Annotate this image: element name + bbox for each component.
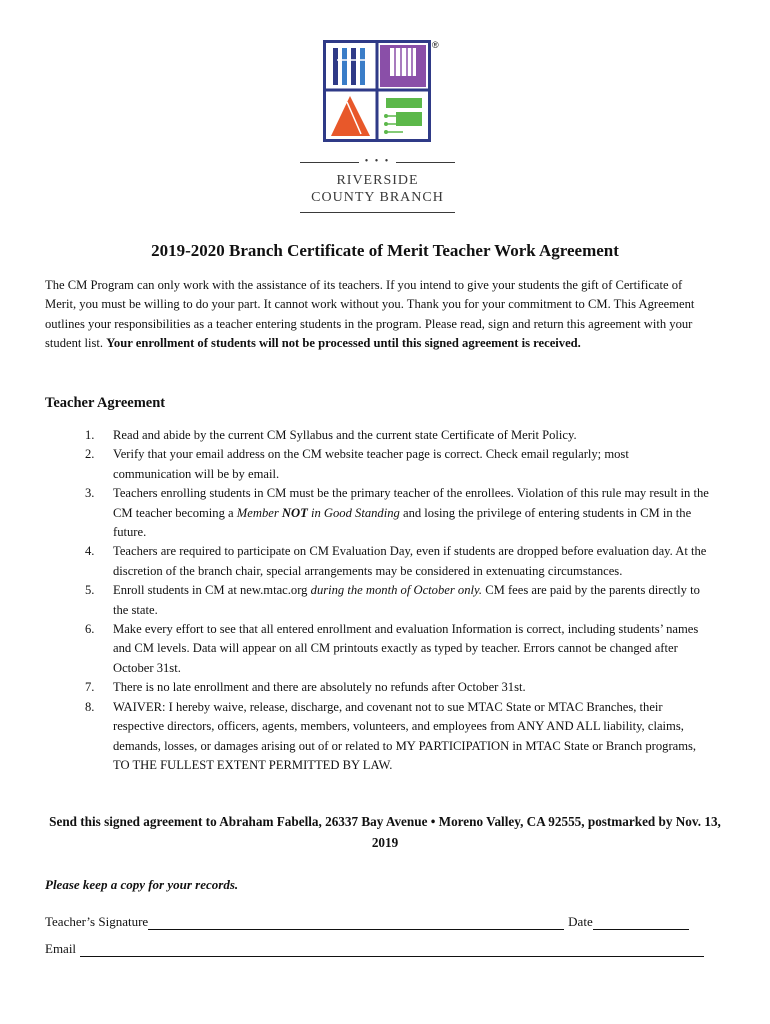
date-label: Date xyxy=(568,914,593,929)
mailing-instructions: Send this signed agreement to Abraham Fabella, 26337 Bay Avenue • Moreno Valley, CA 92555, postmarked by Nov. 13, 2019 xyxy=(49,814,721,850)
list-item: 6. Make every effort to see that all entered enrollment and evaluation Information is correct, including students’ names and CM levels. Data will appear on all CM printouts exactly as typed by teacher. Errors cannot be changed after October 31st. xyxy=(85,622,699,675)
registered-mark: ® xyxy=(432,40,439,50)
list-item: 5. Enroll students in CM at new.mtac.org during the month of October only. CM fees are paid by the parents directly to the state. xyxy=(85,583,700,617)
mtac-logo xyxy=(323,40,431,142)
list-item: 7. There is no late enrollment and there are absolutely no refunds after October 31st. xyxy=(85,680,526,695)
intro-paragraph xyxy=(45,276,715,354)
signature-label: Teacher’s Signature xyxy=(45,914,149,929)
list-item: 4. Teachers are required to participate on CM Evaluation Day, even if students are dropped before evaluation day. At the discretion of the branch chair, special arrangements may be considered in extenuating circumstances. xyxy=(85,544,707,578)
intro-text: The CM Program can only work with the assistance of its teachers. If you intend to give your students the gift of Certificate of Merit, you must be willing to do your part. It cannot work without you. Thank you for your commitment to CM. This Agreement outlines your responsibilities as a teacher entering students in the program. Please read, sign and return this agreement with your student list. xyxy=(45,278,695,351)
agreement-list xyxy=(85,426,710,775)
date-field[interactable] xyxy=(593,915,689,930)
email-row xyxy=(45,941,704,957)
intro-bold-notice: Your enrollment of students will not be processed until this signed agreement is received. xyxy=(106,336,581,351)
signature-field[interactable] xyxy=(148,915,564,930)
branch-line-2: COUNTY BRANCH xyxy=(311,190,444,205)
list-item: 2. Verify that your email address on the CM website teacher page is correct. Check email regularly; most communication will be by email. xyxy=(85,447,629,481)
list-item: 8. WAIVER: I hereby waive, release, discharge, and covenant not to sue MTAC State or MTAC Branches, their respective directors, officers, agents, members, volunteers, and employees from ANY AND ALL liability, claims, demands, losses, or damages arising out of or related to MY PARTICIPATION in MTAC State or Branch programs, TO THE FULLEST EXTENT PERMITTED BY LAW. xyxy=(85,699,697,772)
list-item: 3. Teachers enrolling students in CM must be the primary teacher of the enrollees. Violation of this rule may result in the CM teacher becoming a Member NOT in Good Standing and losing the privilege of entering students in CM in the future. xyxy=(85,486,709,540)
section-heading: Teacher Agreement xyxy=(45,395,166,411)
branch-name: • • • RIVERSIDE COUNTY BRANCH xyxy=(300,156,455,213)
document-title: 2019-2020 Branch Certificate of Merit Teacher Work Agreement xyxy=(151,241,619,260)
email-field[interactable] xyxy=(80,942,704,957)
branch-line-1: RIVERSIDE xyxy=(336,173,419,188)
keep-copy-note: Please keep a copy for your records. xyxy=(45,877,239,892)
list-item: 1. Read and abide by the current CM Syllabus and the current state Certificate of Merit Policy. xyxy=(85,428,577,442)
email-label: Email xyxy=(45,941,77,956)
signature-row xyxy=(45,914,689,930)
